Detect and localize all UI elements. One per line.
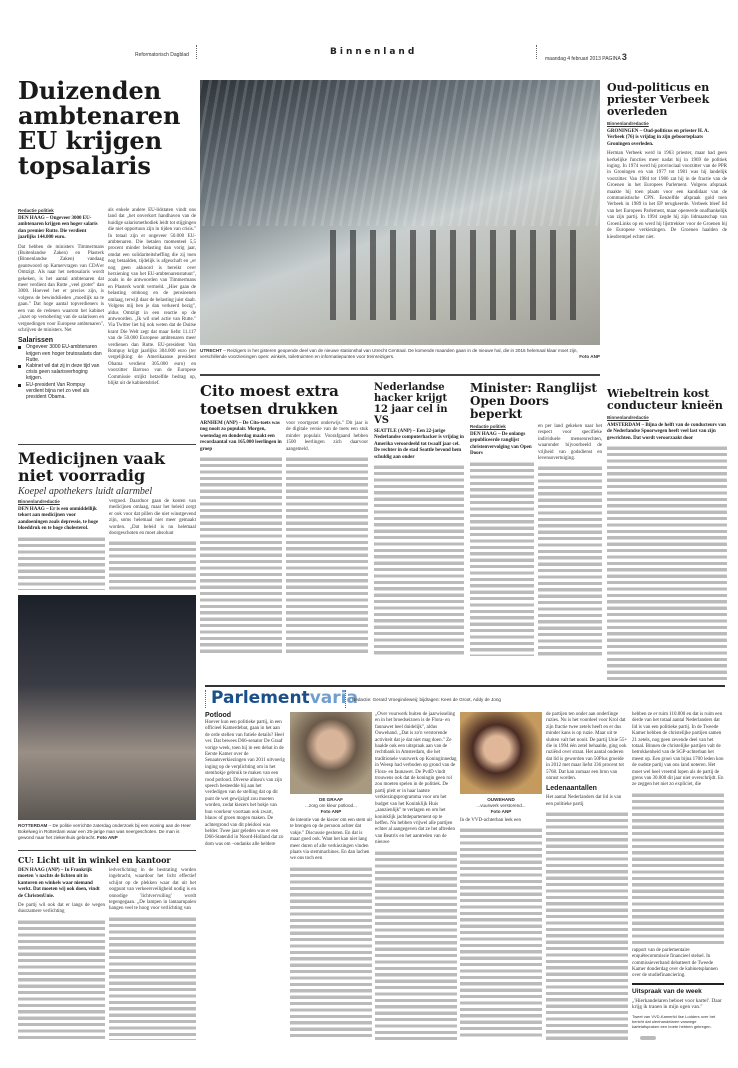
parlementvaria-logo: Parlementvaria: [211, 688, 358, 708]
byline: Binnenlandredactie: [607, 415, 649, 420]
fact-box: [18, 337, 104, 400]
divider: [200, 374, 600, 376]
body-text: „Over vuurwerk buiten de jaarwisseling en in het broedseizoen is de Flora- en faunawet heel duidelijk", aldus Ouwehand. „Dat is zo'n verstorende activiteit dat je dat niet mag doen." Ze haalde ook een uitspraak aan van de rechtbank in Amsterdam, die het traditionele vuurwerk op Koninginnedag in Weesp had verboden op grond van de Flora- en faunawet. De PvdD vindt trouwens ook dat de koningin geen rol zou moeten spelen in de politiek. De partij pleit er in haar laatste verkiezingsprogramma voor om het budget van het Koninklijk Huis „aanzienlijk" te verlagen en om het koninklijk jachtdepartement op te heffen. Nu hebben vrijwel alle partijen echter al aangegeven dat ze het aftreden van Beatrix en het aantreden van de nieuwe: [375, 712, 457, 846]
de-graaf-photo: [290, 712, 372, 794]
divider: [18, 444, 196, 445]
body-text: rapport van de parlementaire enquêtecommissie financieel stelsel. In commissieverband debatteert de Tweede Kamer donderdag over de kabinetsplannen over de studiefinanciering.: [632, 947, 718, 979]
headline-medicijnen: Medicijnen vaak niet voorradig: [18, 449, 165, 485]
body-text: In de VVD-achterban leek een: [460, 818, 521, 823]
body-text: vergoed. Daardoor gaan de kosten van medicijnen omlaag, maar het beleid zorgt er ook voor dat pillen die niet winstgevend zijn, soms helemaal niet meer gemaakt worden. „Dat beleid is nu helemaal doorgeschoten en moet absoluut: [109, 499, 196, 537]
body-text: en per land gekeken naar het respect voor specifieke individuele mensenrechten, waaronder bijvoorbeeld de vrijheid van godsdienst en levensovertuiging.: [538, 424, 602, 462]
lead: DEN HAAG – De onlangs gepubliceerde ranglijst christenvervolging van Open Doors: [470, 432, 532, 457]
body-text: de partijen ten onder aan onderlinge ruzies. Nu is het voordeel voor Krol dat zijn fractie twee zetels heeft en er dus minder kans is op ruzie. Maar uit te sluiten valt het nooit. De partij Unie 55+ die in 1994 één zetel behaalde, ging ook ruziënd over straat. Het aantal ouderen dat lid is geworden van 50Plus groeide in 2012 met maar liefst 336 procent tot 5768. Dat kan zomaar een bron van onrust worden.: [546, 712, 628, 782]
byline: Redactie politiek: [470, 424, 506, 429]
body-text: als enkele andere EU-lidstaten vindt ons land dat „het onverkort handhaven van de huidige salarismethodiek leidt tot stijgingen die niet opportuun zijn in tijden van crisis." In totaal zijn er ongeveer 50.000 EU-ambtenaren. Die betalen momenteel 5,5 procent minder belasting dan vorig jaar, omdat een solidariteitsheffing die zij toen nog betaalden, tijdelijk is afgeschaft en „er nog geen akkoord is bereikt over herziening van het EU-ambtenarenstatuut", zoals in de antwoorden van Timmermans en Plasterk wordt vermeld. „Hier gaan de belasting omhoog en de pensioenen omlaag, terwijl daar de belasting juist daalt. Volgens mij ben je dan verkeerd bezig", aldus Omtzigt in een reactie op de antwoorden. „Ik wil snel actie van Rutte." Via Twitter liet hij ook weten dat de Duitse krant Die Welt zegt dat maar liefst 11.117 van de 50.000 Europese ambtenaren meer verdienen dan Rutte. EU-president Van Rompuy krijgt jaarlijks 304.000 euro (ter vergelijking: de Amerikaanse president Obama verdient 305.000 euro) en voorzitter Barroso van de Europese Commissie strijkt hetzelfde bedrag op, blijkt uit de kabinetsbrief.: [108, 208, 196, 386]
divider: [18, 850, 196, 851]
body-text-lines: [607, 445, 727, 680]
end-mark: [640, 1036, 656, 1040]
fact-box-title: Salarissen: [18, 337, 54, 345]
page-date: maandag 4 februari 2013 PAGINA 3: [545, 52, 627, 62]
body-text: voor voortgezet onderwijs." Dit jaar is de digitale versie van de toets een stuk minder populair. Voorafgaand hebben 1500 leerlingen zich daarvoor aangemeld.: [286, 421, 368, 452]
body-text-lines: [470, 461, 534, 656]
station-photo: [200, 80, 600, 345]
headline-eu: Duizenden ambtenaren EU krijgen topsalaris: [18, 76, 181, 180]
quote-source: Tweet van VVD-Kamerlid Ilse Lodders over het bericht dat uienhandelaren vanwege kartelafspraken een boete hebben gekregen.: [632, 1014, 716, 1029]
lead: DEN HAAG – Ongeveer 3000 EU-ambtenaren krijgen een hoger salaris dan premier Rutte. Die verdient jaarlijks 144.000 euro.: [18, 216, 98, 241]
body-text-lines: [18, 536, 105, 590]
divider: [632, 983, 724, 985]
bullet: EU-president Van Rompuy verdient bijna net zo veel als president Obama.: [18, 382, 104, 401]
quote: „'Hierkandelaren beboet voor kartel'. Daar krijg ik tranen in mijn ogen van.": [632, 997, 722, 1011]
page-number: 3: [621, 52, 627, 62]
body-text: Herman Verbeek werd in 1963 priester, maar had geen kerkelijke functies meer nadat hij in 1969 de politiek inging. In 1974 werd hij provinciaal voorzitter van de PPR in Groningen en van 1977 tot 1981 was hij landelijk voorzitter. Van 1984 tot 1986 zat hij in de fractie van de Groenen in het Europees Parlement. Volgens afspraak maakte hij toen plaats voor een kandidaat van de communistische CPN. Eenzelfde afspraak gold toen Verbeek in 1989 in het EP terugkeerde. Verbeek bleef lid van het Europees Parlement, maar opereerde onafhankelijk van zijn partij. In 1994 zegde hij zijn lidmaatschap van GroenLinks op en werd hij lijsttrekker voor de Groenen bij de Europese verkiezingen. De Groenen haalden de kiesdrempel echter niet.: [607, 151, 727, 240]
headline-wiebeltrein: Wiebeltrein kost conducteur knieën: [607, 387, 723, 412]
body-text-lines: [632, 792, 724, 945]
divider: [205, 690, 206, 708]
headline-hacker: Nederlandse hacker krijgt 12 jaar cel in VS: [374, 382, 448, 426]
headline-cito: Cito moest extra toetsen drukken: [200, 382, 339, 418]
subheadline: Koepel apothekers luidt alarmbel: [18, 486, 153, 497]
byline: Redactie politiek: [18, 208, 54, 213]
body-text-lines: [538, 465, 602, 656]
lead: AMSTERDAM – Bijna de helft van de conducteurs van de Nederlandse Spoorwegen heeft veel last van zijn gewrichten. Dat wordt veroorzaakt door: [607, 423, 726, 441]
lead: DEN HAAG – Er is een onmiddellijk tekort aan medicijnen voor aandoeningen zoals depressie, te hoge bloeddruk en te hoge cholesterol.: [18, 507, 99, 532]
lead: GRONINGEN – Oud-politicus en priester H. A. Verbeek (76) is vrijdag in zijn geboorteplaats Groningen overleden.: [607, 129, 709, 147]
bullet: Ongeveer 3000 EU-ambtenaren krijgen een hoger brutosalaris dan Rutte.: [18, 344, 104, 363]
divider: [196, 45, 197, 59]
divider: [205, 685, 725, 687]
body-text: Het aantal Nederlanders dat lid is van een politieke partij: [546, 795, 622, 807]
body-text-lines: [546, 811, 628, 1040]
body-text-lines: [374, 464, 464, 656]
photo-caption: UTRECHT – Reizigers in het gisteren geopende deel van de nieuwe stationshal van Utrecht Centraal. De komende maanden gaan in de nieuwe hal, die in 2016 helemaal klaar moet zijn, verschillende voorzieningen open: winkels, toiletruimten en informatiepunten voor treinreizigers. Foto ANP: [200, 348, 600, 359]
headline-open-doors: Minister: Ranglijst Open Doors beperkt: [470, 381, 597, 421]
body-text-lines: [375, 850, 457, 1040]
divider: [345, 690, 346, 708]
lead: ARNHEM (ANP) – De Cito-toets was nog nooit zo populair. Morgen, woensdag en donderdag maakt een recordaantal van 165.000 leerlingen in groep: [200, 421, 282, 452]
quote-title: Uitspraak van de week: [632, 987, 702, 995]
lead: SEATTLE (ANP) – Een 22-jarige Nederlandse computerhacker is vrijdag in Amerika veroordeeld tot twaalf jaar cel. De rechter in de stad Seattle bevond hem schuldig aan onder: [374, 429, 464, 460]
photo-caption: OUWEHAND ...vuurwerk verstorend... Foto ANP: [476, 797, 526, 814]
byline: Binnenlandredactie: [18, 499, 60, 504]
photo-caption: DE GRAAF ...zorg om kleur potlood... Foto ANP: [305, 797, 357, 814]
byline: Binnenlandredactie: [607, 121, 649, 126]
body-text-lines: [286, 456, 368, 656]
section-title: Binnenland: [330, 47, 418, 57]
body-text: De partij wil ook dat er langs de wegen duurzamere verlichting: [18, 903, 105, 915]
body-text: de intentie van de kiezer om een stem uit te brengen op de persoon achter dat vakje." Discussie gesloten. En dat is maar goed ook. Want het kan niet lang meer duren of alle verkiezingen vinden plaats via stemmachines. En dan lachen we ons toch een: [290, 818, 372, 862]
newspaper-name: Reformatorisch Dagblad: [135, 52, 189, 58]
credits: Redactie: Gerard Vroegindeweij; bijdragen: Kees de Groot, Addy de Jong: [352, 697, 501, 702]
body-text: Dat hebben de ministers Timmermans (Buitenlandse Zaken) en Plasterk (Binnenlandse Zaken) vandaag geantwoord op Kamervragen van CDA'er Omtzigt. Als naar het nettosalaris wordt gekeken, is het aantal ambtenaren dat meer verdient dan Rutte „veel groter" dan 3000. Hoeveel het er precies zijn, is volgens de bewindslieden „moeilijk na te gaan." Dat hoge aantal topverdieners is een van de redenen waarom het kabinet „inzet op versobering van de salarissen en vergoedingen voor Europese ambtenaren", schrijven de ministers. Net: [18, 244, 104, 333]
body-text-lines: [200, 456, 282, 656]
body-text: hebben ze er ruim 110.000 en dat is ruim een derde van het totaal aantal Nederlanders dat lid is van een politieke partij. In de Tweede Kamer hebben de christelijke partijen samen 21 zetels, nog geen zevende deel van het totaal. Binnen de christelijke partijen valt de betrokkenheid van de SGP-achterban het meest op. Een groei van bijna 1700 leden kon de oudste partij van ons land noteren. Het moet wel heel vreemd lopen als de partij de grens van 30.000 dit jaar niet overschrijdt. En ze zeggen het niet zo expliciet, die: [632, 712, 724, 788]
body-text: Hoever kun een politieke partij, in een officieel Kamerdebat, gaan in het aan de orde stellen van futiele details? Heel ver. Dat bewees D66-senator De Graaf vorige week, toen hij in een debat in de Eerste Kamer over de Senaatsverkiezingen van 2011 uitvoerig inging op de verplichting om in het stemhokje gebruik te maken van een rood potlood. Diverse alinea's van zijn speech besteedde hij aan het verdedigen van de stelling dat op dit punt de wet gewijzigd zou moeten worden, zodat kiezers het hokje van hun voorkeur voortaan ook zwart, blauw of groen mogen maken. De achtergrond van dit pleidooi was helder. Twee jaar geleden was er een D66-Statenlid in Noord-Holland dat zo dom was om –ondanks alle heldere: [205, 720, 285, 847]
rotterdam-photo: [18, 595, 196, 820]
divider: [536, 45, 537, 59]
headline-cu: CU: Licht uit in winkel en kantoor: [18, 855, 171, 865]
body-text: ledverlichting in de bestrating worden ingebracht, waardoor het licht effectief schijnt op de plekken waar dat uit het oogpunt van verkeersveiligheid nodig is en onnodige 'lichtvervuiling' wordt tegengegaan. „De lampen in lantaarnpalen hangen veel te hoog voor verlichting van: [109, 868, 196, 912]
headline-verbeek: Oud-politicus en priester Verbeek overleden: [607, 81, 710, 118]
ledenaantallen-title: Ledenaantallen: [546, 785, 597, 793]
photo-caption: ROTTERDAM – De politie verrichtte zaterdag onderzoek bij een woning aan de Heer Bokelweg in Rotterdam waar een 25-jarige man was neergeschoten. De man is gewond naar het ziekenhuis gebracht. Foto ANP: [18, 823, 191, 840]
bullet: Kabinet wil dat zij in deze tijd van crisis geen salarisverhoging krijgen.: [18, 363, 104, 382]
potlood-title: Potlood: [205, 712, 232, 719]
body-text-lines: [290, 866, 372, 1040]
body-text-lines: [460, 827, 542, 1040]
body-text-lines: [109, 916, 196, 1040]
lead: DEN HAAG (ANP) – In Frankrijk moeten 's nachts de lichten uit in kantoren en winkels waar niemand werkt. Dat moeten wij ook doen, vindt de ChristenUnie.: [18, 868, 100, 899]
body-text-lines: [109, 540, 196, 590]
ouwehand-photo: [460, 712, 542, 794]
body-text-lines: [18, 919, 105, 1040]
